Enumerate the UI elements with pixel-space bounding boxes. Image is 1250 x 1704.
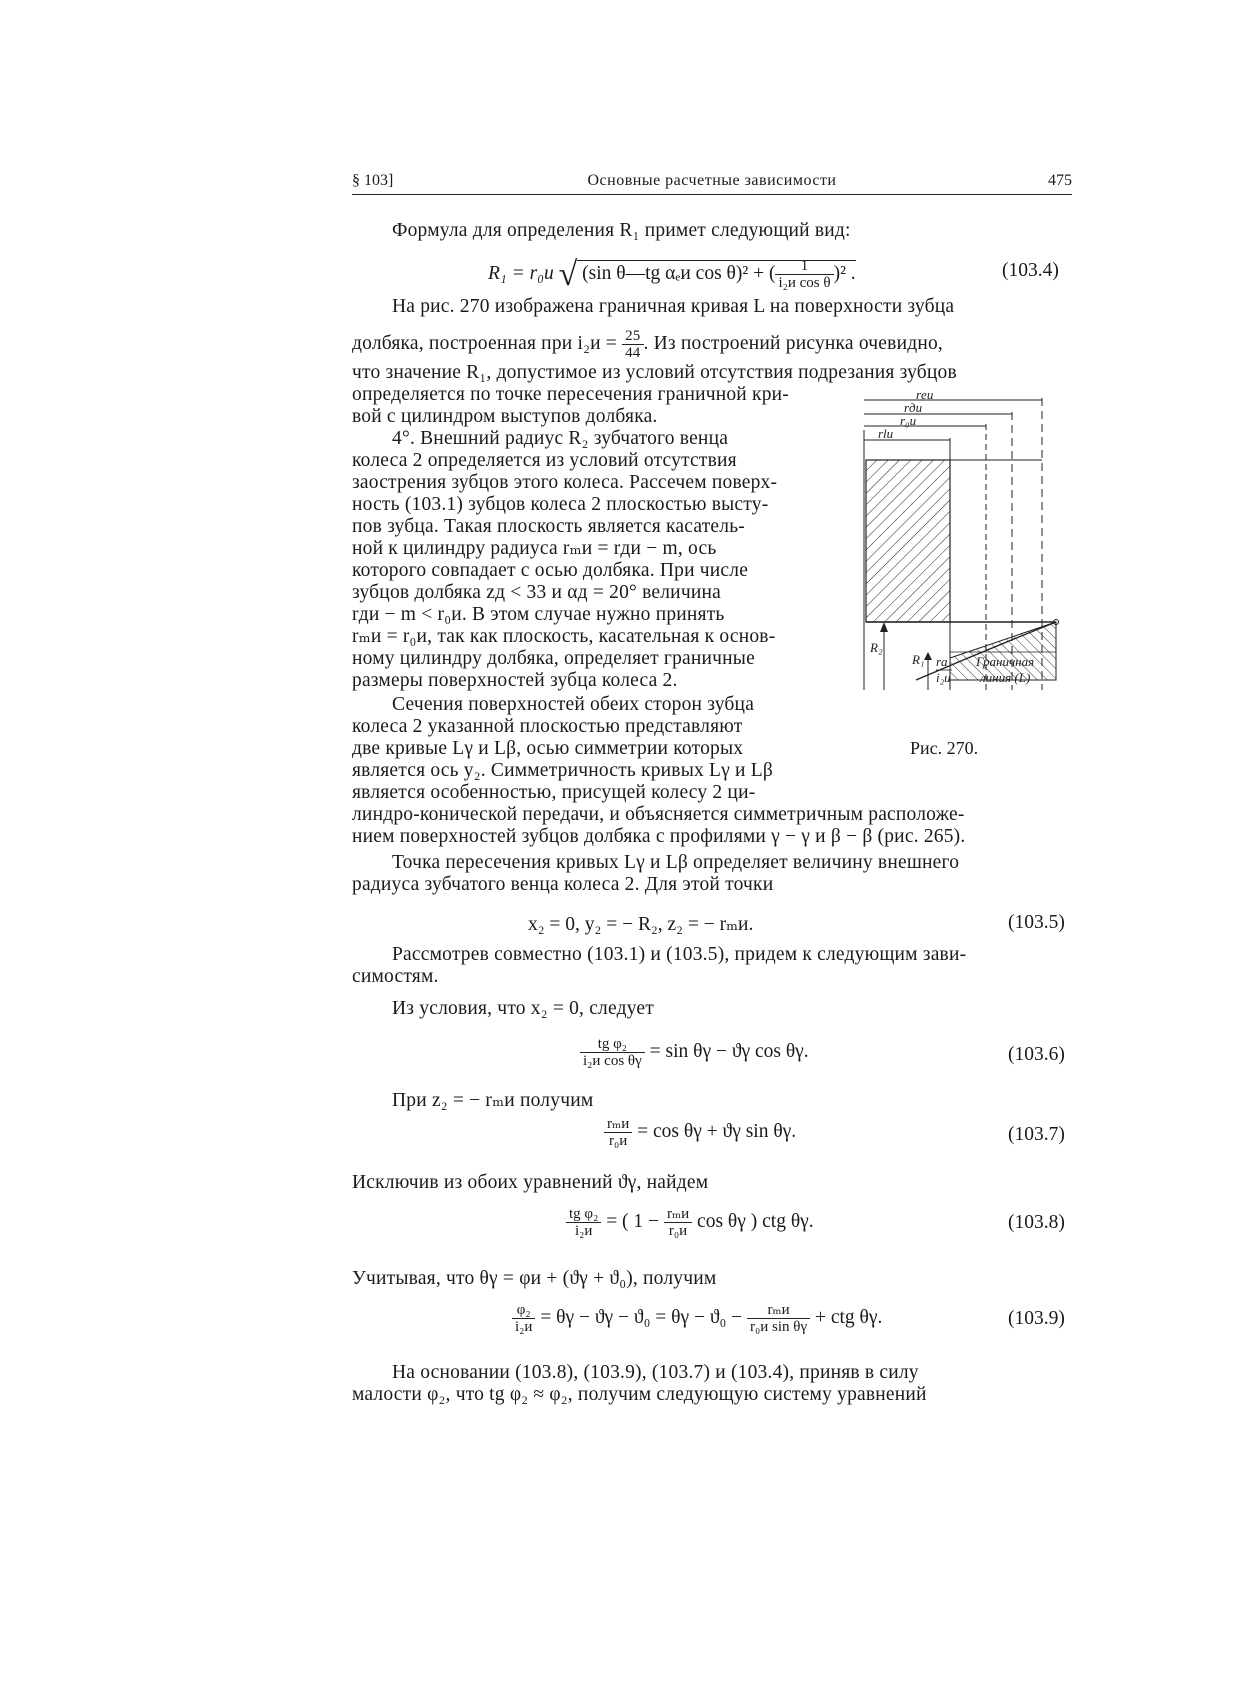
label-i2i: i₂и <box>936 670 951 685</box>
eq-fraction: $\frac{\text{rₘи}}{\text{r₀и sin θγ}}$ <box>747 1302 810 1335</box>
eq-fraction: $\frac{1}{\text{i₂и cos θ}}$ <box>775 258 833 291</box>
equation-number: (103.8) <box>1008 1212 1065 1233</box>
equation-103-4 <box>488 256 856 294</box>
paragraph-line: При z₂ = − rₘи получим <box>392 1090 594 1111</box>
equation-103-8: $\frac{\text{tg φ₂}}{\text{i₂и}}$ = ( 1 − $\frac{\text{rₘи}}{\text{r₀и}}$ cos θγ ) ctg θγ. <box>566 1206 814 1239</box>
eq-fraction: $\frac{\text{rₘи}}{\text{r₀и}}$ <box>604 1116 632 1149</box>
paragraph-line: является ось y₂. Симметричность кривых Lγ и Lβ <box>352 760 773 781</box>
figure-caption: Рис. 270. <box>910 738 979 758</box>
paragraph-line: Рассмотрев совместно (103.1) и (103.5), придем к следующим зави- <box>392 944 967 965</box>
label-rli: rlи <box>878 426 894 441</box>
label-r0i: r₀и <box>900 413 917 428</box>
eq-fraction: $\frac{\text{tg φ₂}}{\text{i₂и cos θγ}}$ <box>580 1036 645 1069</box>
paragraph-line: ной к цилиндру радиуса rₘи = rди − m, ось <box>352 538 717 559</box>
paragraph-line: колеса 2 указанной плоскостью представляют <box>352 716 743 737</box>
header-title: Основные расчетные зависимости <box>587 172 837 189</box>
label-boundary-1: Граничная <box>976 654 1035 669</box>
running-header <box>352 172 1072 195</box>
eq-body: (sin θ—tg αₑи cos θ)² + ( <box>582 263 776 284</box>
equation-number: (103.6) <box>1008 1044 1065 1065</box>
arrow-icon <box>924 652 932 660</box>
paragraph-line: Сечения поверхностей обеих сторон зубца <box>392 694 755 715</box>
paragraph-line: rди − m < r₀и. В этом случае нужно принять <box>352 604 725 625</box>
paragraph-line: На рис. 270 изображена граничная кривая L на поверхности зубца <box>392 296 955 317</box>
paragraph-line: Формула для определения R₁ примет следующий вид: <box>392 220 851 241</box>
paragraph-line: заострения зубцов этого колеса. Рассечем поверх- <box>352 472 778 493</box>
paragraph-line: колеса 2 определяется из условий отсутствия <box>352 450 737 471</box>
paragraph-line: 4°. Внешний радиус R₂ зубчатого венца <box>392 428 729 449</box>
sqrt-icon: √ <box>558 256 578 293</box>
eq-fraction: $\frac{\text{tg φ₂}}{\text{i₂и}}$ <box>566 1206 601 1239</box>
label-rdi: rди <box>904 400 923 415</box>
equation-103-7: $\frac{\text{rₘи}}{\text{r₀и}}$ = cos θγ + ϑγ sin θγ. <box>604 1116 796 1149</box>
eq-fraction: $\frac{\text{φ₂}}{\text{i₂и}}$ <box>512 1302 535 1335</box>
paragraph-line: нием поверхностей зубцов долбяка с профилями γ − γ и β − β (рис. 265). <box>352 826 966 847</box>
paragraph-line: ному цилиндру долбяка, определяет граничные <box>352 648 755 669</box>
tooth-section <box>866 460 950 622</box>
paragraph-line: долбяка, построенная при i₂и = $\frac{25}{44}$ . Из построений рисунка очевидно, <box>352 328 943 361</box>
paragraph-line: зубцов долбяка zд < 33 и αд = 20° величина <box>352 582 721 603</box>
label-R1: R₁ <box>912 652 925 667</box>
equation-103-9: $\frac{\text{φ₂}}{\text{i₂и}}$ = θγ − ϑγ − ϑ₀ = θγ − ϑ₀ − $\frac{\text{rₘи}}{\text{r₀и sin θγ}}$ + ctg θγ. <box>512 1302 882 1335</box>
paragraph-line: радиуса зубчатого венца колеса 2. Для этой точки <box>352 874 774 895</box>
paragraph-line: На основании (103.8), (103.9), (103.7) и (103.4), приняв в силу <box>392 1362 919 1383</box>
equation-103-6: $\frac{\text{tg φ₂}}{\text{i₂и cos θγ}}$ = sin θγ − ϑγ cos θγ. <box>580 1036 809 1069</box>
equation-103-5: x₂ = 0, y₂ = − R₂, z₂ = − rₘи. <box>528 914 754 935</box>
arrow-icon <box>880 622 888 632</box>
equation-number: (103.7) <box>1008 1124 1065 1145</box>
paragraph-line: определяется по точке пересечения граничной кри- <box>352 384 789 405</box>
label-rei: rеи <box>916 390 934 402</box>
page-number: 475 <box>1048 172 1072 189</box>
paragraph-line: две кривые Lγ и Lβ, осью симметрии которых <box>352 738 744 759</box>
paragraph-line: является особенностью, присущей колесу 2 ци- <box>352 782 756 803</box>
paragraph-line: симостям. <box>352 966 439 987</box>
paragraph-line: пов зубца. Такая плоскость является касатель- <box>352 516 746 537</box>
equation-number: (103.4) <box>1002 260 1059 281</box>
section-ref: § 103] <box>352 172 394 189</box>
equation-number: (103.9) <box>1008 1308 1065 1329</box>
paragraph-line: которого совпадает с осью долбяка. При числе <box>352 560 749 581</box>
label-boundary-2: линия (L) <box>980 670 1031 685</box>
paragraph-line: линдро-конической передачи, и объясняется симметричным расположе- <box>352 804 965 825</box>
paragraph-line: Исключив из обоих уравнений ϑγ, найдем <box>352 1172 709 1193</box>
eq-lhs: R₁ = r₀и <box>488 263 554 284</box>
paragraph-line: Из условия, что x₂ = 0, следует <box>392 998 654 1019</box>
label-R2: R₂ <box>870 640 883 655</box>
paragraph-line: ность (103.1) зубцов колеса 2 плоскостью высту- <box>352 494 769 515</box>
paragraph-line: Точка пересечения кривых Lγ и Lβ определяет величину внешнего <box>392 852 960 873</box>
paragraph-line: что значение R₁, допустимое из условий отсутствия подрезания зубцов <box>352 362 957 383</box>
label-ra: ra <box>936 654 948 669</box>
paragraph-line: Учитывая, что θγ = φи + (ϑγ + ϑ₀), получим <box>352 1268 717 1289</box>
eq-fraction: $\frac{\text{rₘи}}{\text{r₀и}}$ <box>664 1206 692 1239</box>
paragraph-line: вой с цилиндром выступов долбяка. <box>352 406 658 427</box>
figure-270 <box>856 390 1086 730</box>
paragraph-line: размеры поверхностей зубца колеса 2. <box>352 670 678 691</box>
ratio-fraction: $\frac{25}{44}$ <box>622 328 643 361</box>
eq-tail: )² . <box>833 263 856 284</box>
equation-number: (103.5) <box>1008 912 1065 933</box>
paragraph-line: малости φ₂, что tg φ₂ ≈ φ₂, получим следующую систему уравнений <box>352 1384 927 1405</box>
paragraph-line: rₘи = r₀и, так как плоскость, касательная к основ- <box>352 626 776 647</box>
